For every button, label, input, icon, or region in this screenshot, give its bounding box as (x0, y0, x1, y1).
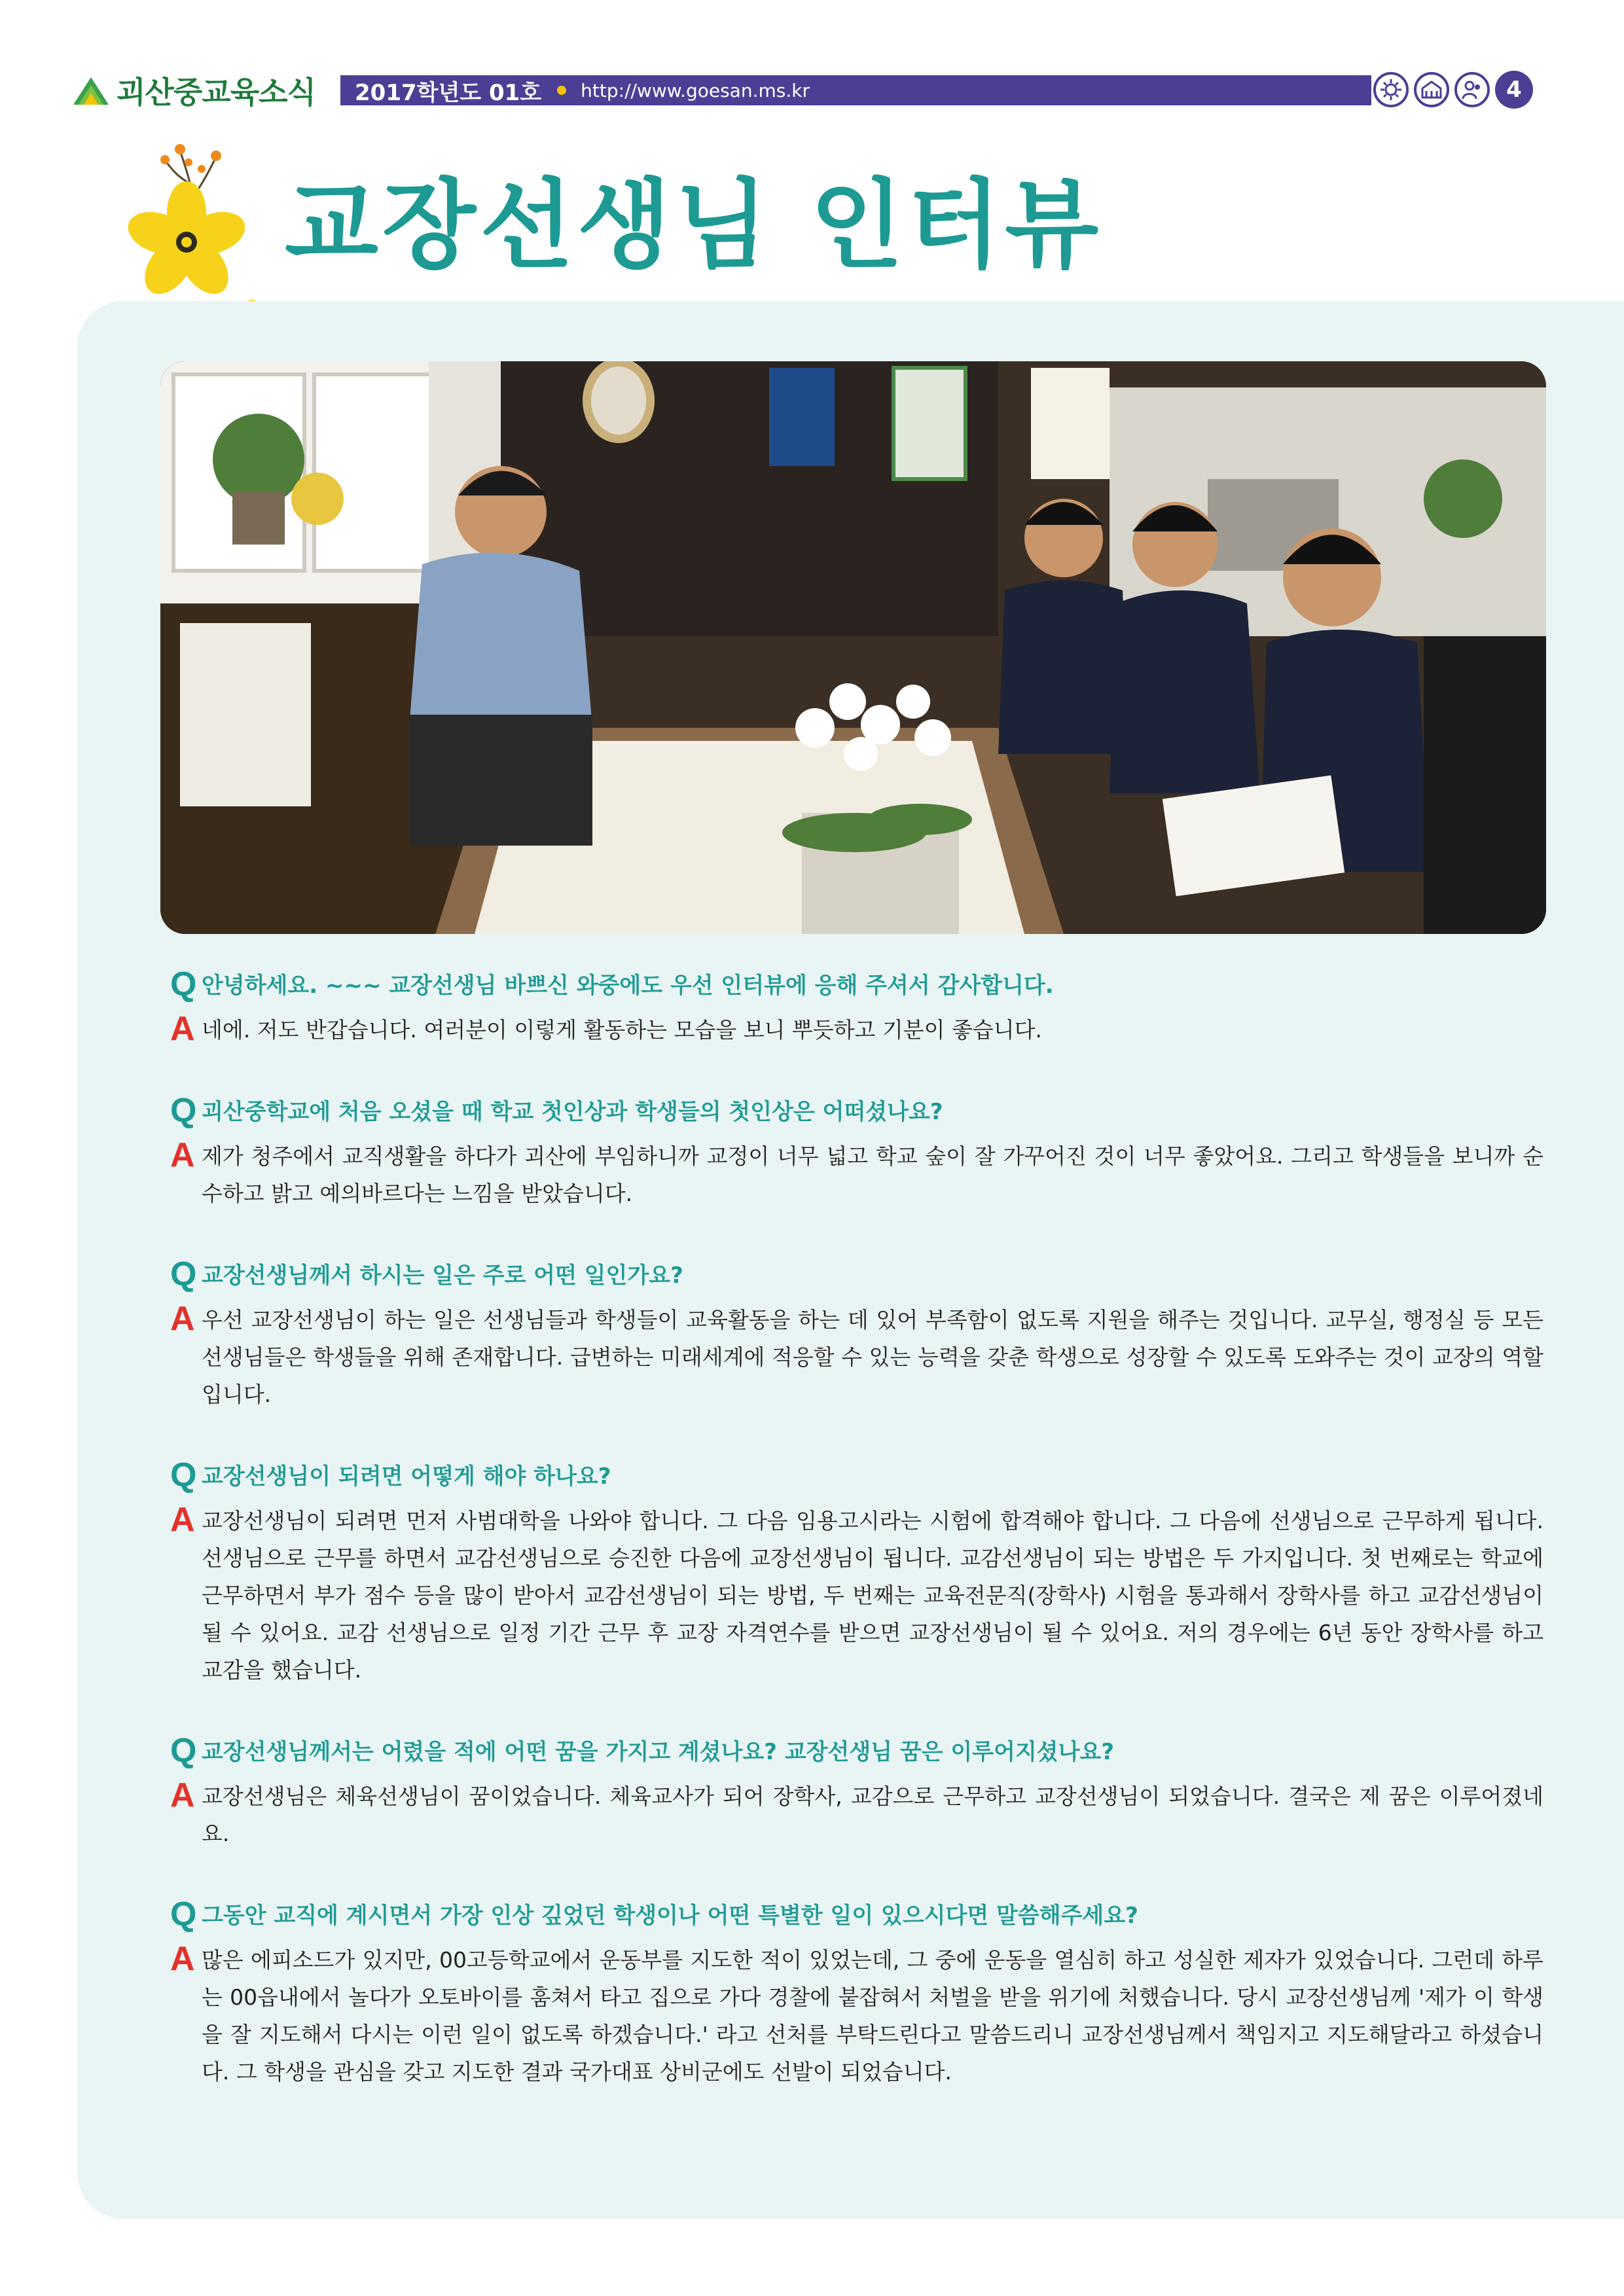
school-emblem-icon (1373, 72, 1409, 107)
answer (170, 1010, 1551, 1049)
question (170, 1732, 1551, 1771)
answer (170, 1776, 1551, 1852)
question (170, 1895, 1551, 1935)
question-text: 괴산중학교에 처음 오셨을 때 학교 첫인상과 학생들의 첫인상은 어떠셨나요? (202, 1099, 943, 1125)
interview-scene-illustration (160, 361, 1546, 934)
school-building-icon (1414, 72, 1449, 107)
answer (170, 1300, 1551, 1413)
people-icon (1454, 72, 1490, 107)
answer-mark: A (170, 1136, 195, 1174)
question-mark: Q (170, 1456, 197, 1494)
answer (170, 1501, 1551, 1689)
mountain-logo-icon (72, 75, 110, 106)
newsletter-name: 괴산중교육소식 (117, 75, 316, 110)
answer-text: 네에. 저도 반갑습니다. 여러분이 이렇게 활동하는 모습을 보니 뿌듯하고 기분이 좋습니다. (202, 1017, 1042, 1043)
answer-mark: A (170, 1300, 195, 1338)
answer-text: 교장선생님이 되려면 먼저 사범대학을 나와야 합니다. 그 다음 임용고시라는 시험에 합격해야 합니다. 그 다음에 선생님으로 근무하게 됩니다. 선생님으로 근무를 하면서 교감선생님으로 승진한 다음에 교장선생님이 됩니다. 교감선생님이 되는 방법은 두 가지입니다. 첫 번째로는 학교에 근무하면서 부가 점수 등을 많이 받아서 교감선생님이 되는 방법, 두 번째는 교육전문직(장학사) 시험을 통과해서 장학사를 하고 교감선생님이 될 수 있어요. 교감 선생님으로 일정 기간 근무 후 교장 자격연수를 받으면 교장선생님이 될 수 있어요. 저의 경우에는 6년 동안 장학사를 하고 교감을 했습니다. (202, 1508, 1543, 1683)
issue-label: 2017학년도 01호 (355, 79, 542, 106)
qa-item (170, 1895, 1551, 2090)
header-icon-group (1373, 71, 1533, 109)
question (170, 1092, 1551, 1131)
answer (170, 1940, 1551, 2090)
question-mark: Q (170, 1732, 197, 1770)
answer (170, 1136, 1551, 1212)
question-text: 교장선생님이 되려면 어떻게 해야 하나요? (202, 1463, 611, 1490)
answer-mark: A (170, 1010, 195, 1048)
issue-bar (340, 75, 1371, 105)
question-mark: Q (170, 965, 197, 1003)
qa-item (170, 1255, 1551, 1413)
qa-item (170, 1092, 1551, 1212)
interview-qa (170, 965, 1551, 2134)
answer-text: 많은 에피소드가 있지만, 00고등학교에서 운동부를 지도한 적이 있었는데, 그 중에 운동을 열심히 하고 성실한 제자가 있었습니다. 그런데 하루는 00읍내에서 놀다가 오토바이를 훔쳐서 타고 집으로 가다 경찰에 붙잡혀서 처벌을 받을 위기에 처했습니다. 당시 교장선생님께 '제가 이 학생을 잘 지도해서 다시는 이런 일이 없도록 하겠습니다.' 라고 선처를 부탁드린다고 말씀드리니 교장선생님께서 책임지고 지도해달라고 하셨습니다. 그 학생을 관심을 갖고 지도한 결과 국가대표 상비군에도 선발이 되었습니다. (202, 1947, 1543, 2085)
question-text: 교장선생님께서는 어렸을 적에 어떤 꿈을 가지고 계셨나요? 교장선생님 꿈은 이루어지셨나요? (202, 1739, 1115, 1765)
answer-mark: A (170, 1501, 195, 1539)
school-url: http://www.goesan.ms.kr (581, 79, 810, 101)
page-header (0, 0, 1624, 124)
qa-item (170, 1456, 1551, 1689)
answer-text: 교장선생님은 체육선생님이 꿈이었습니다. 체육교사가 되어 장학사, 교감으로 근무하고 교장선생님이 되었습니다. 결국은 제 꿈은 이루어졌네요. (202, 1784, 1543, 1846)
question-text: 안녕하세요. ~~~ 교장선생님 바쁘신 와중에도 우선 인터뷰에 응해 주셔서 감사합니다. (202, 973, 1054, 999)
qa-item (170, 965, 1551, 1049)
question-text: 교장선생님께서 하시는 일은 주로 어떤 일인가요? (202, 1263, 683, 1289)
page-number: 4 (1495, 71, 1533, 109)
question (170, 1456, 1551, 1496)
question-mark: Q (170, 1092, 197, 1130)
answer-mark: A (170, 1776, 195, 1814)
answer-mark: A (170, 1940, 195, 1978)
question-mark: Q (170, 1895, 197, 1933)
question-text: 그동안 교직에 계시면서 가장 인상 깊었던 학생이나 어떤 특별한 일이 있으시다면 말씀해주세요? (202, 1903, 1138, 1929)
question (170, 1255, 1551, 1295)
qa-item (170, 1732, 1551, 1852)
question-mark: Q (170, 1255, 197, 1293)
answer-text: 제가 청주에서 교직생활을 하다가 괴산에 부임하니까 교정이 너무 넓고 학교 숲이 잘 가꾸어진 것이 너무 좋았어요. 그리고 학생들을 보니까 순수하고 밝고 예의바르다는 느낌을 받았습니다. (202, 1143, 1543, 1206)
page-title: 교장선생님 인터뷰 (285, 169, 1103, 281)
newsletter-logo (72, 69, 316, 112)
answer-text: 우선 교장선생님이 하는 일은 선생님들과 학생들이 교육활동을 하는 데 있어 부족함이 없도록 지원을 해주는 것입니다. 교무실, 행정실 등 모든 선생님들은 학생들을 위해 존재합니다. 급변하는 미래세계에 적응할 수 있는 능력을 갖춘 학생으로 성장할 수 있도록 도와주는 것이 교장의 역할입니다. (202, 1307, 1543, 1407)
question (170, 965, 1551, 1005)
interview-photo (160, 361, 1546, 934)
bullet-dot-icon (557, 86, 566, 95)
